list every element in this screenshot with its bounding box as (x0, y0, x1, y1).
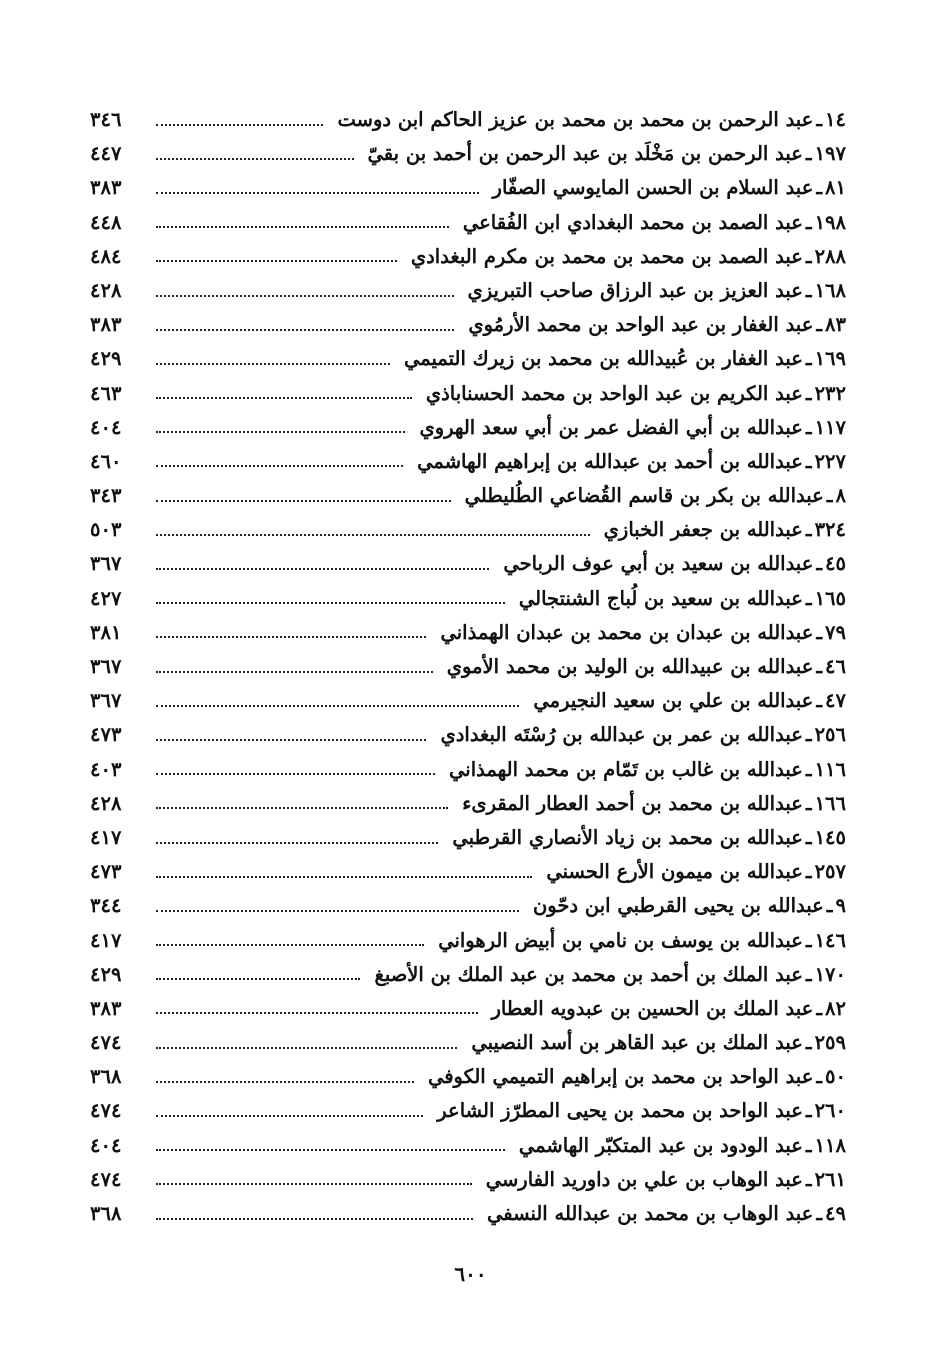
entry-separator: ـ (816, 655, 823, 678)
entry-number: ١٦٩ (814, 347, 846, 371)
entry-name: عبدالله بن جعفر الخبازي (603, 518, 803, 542)
dot-leader (156, 1011, 478, 1014)
entry-separator: ـ (805, 928, 812, 952)
entry-number: ٨١ (825, 176, 846, 200)
entry-separator: ـ (805, 415, 812, 439)
entry-number: ٤٧ (825, 689, 846, 713)
entry-number: ٢٥٩ (814, 1031, 846, 1055)
entry-number: ٣٢٤ (814, 518, 846, 542)
dot-leader (156, 772, 435, 775)
index-entry (90, 1197, 846, 1231)
dot-leader (156, 806, 448, 809)
entry-page-ref: ٣٨٣ (90, 176, 122, 200)
index-entry (90, 855, 846, 889)
index-entry (90, 377, 846, 411)
entry-number: ١٤ (825, 108, 846, 131)
dot-leader (156, 396, 412, 399)
dot-leader (156, 430, 405, 433)
index-entry (90, 513, 846, 547)
entry-page-ref: ٤٢٩ (90, 347, 122, 371)
index-entry (90, 821, 846, 855)
dot-leader (156, 1080, 414, 1083)
entry-page-ref: ٤٠٤ (90, 1133, 122, 1157)
index-entry (90, 1026, 846, 1060)
entry-separator: ـ (805, 962, 812, 986)
entry-separator: ـ (805, 1133, 812, 1157)
entry-separator: ـ (826, 894, 833, 918)
entry-number: ١٧٠ (814, 962, 846, 986)
index-entry (90, 718, 846, 752)
dot-leader (156, 601, 505, 604)
entry-number: ٤٥ (825, 552, 846, 576)
entry-page-ref: ٤٧٣ (90, 723, 122, 747)
dot-leader (156, 670, 433, 673)
entry-separator: ـ (805, 210, 812, 234)
entry-number: ٢٥٦ (814, 723, 846, 747)
entry-number: ٢٣٢ (814, 381, 846, 405)
entry-page-ref: ٣٤٦ (90, 108, 122, 131)
entry-name: عبد الكريم بن عبد الواحد بن محمد الحسناباذي (425, 381, 803, 405)
entry-name: عبد الودود بن عبد المتكبّر الهاشمي (518, 1133, 803, 1157)
entry-name: عبد السلام بن الحسن المايوسي الصفّار (492, 176, 814, 200)
entry-page-ref: ٤٦٠ (90, 449, 122, 473)
dot-leader (156, 294, 454, 297)
entry-name: عبدالله بن محمد بن زياد الأنصاري القرطبي (452, 825, 803, 849)
entry-separator: ـ (816, 689, 823, 713)
entry-separator: ـ (816, 620, 823, 644)
entry-separator: ـ (805, 1031, 812, 1055)
dot-leader (156, 738, 426, 741)
entry-separator: ـ (826, 484, 833, 508)
entry-page-ref: ٤٢٧ (90, 586, 122, 610)
dot-leader (156, 704, 519, 707)
entry-page-ref: ٤٧٤ (90, 1167, 122, 1191)
entry-page-ref: ٣٨٣ (90, 313, 122, 337)
entry-number: ٢٢٧ (814, 449, 846, 473)
entry-name: عبدالله بن يوسف بن نامي بن أبيض الرهواني (438, 928, 803, 952)
index-entry (90, 958, 846, 992)
entry-page-ref: ٤٨٤ (90, 244, 122, 268)
entry-name: عبدالله بن غالب بن تَمّام بن محمد الهمذاني (449, 757, 803, 781)
index-entry (90, 1060, 846, 1094)
dot-leader (156, 875, 532, 878)
entry-separator: ـ (805, 586, 812, 610)
entry-page-ref: ٤٧٣ (90, 860, 122, 884)
index-entry (90, 479, 846, 513)
entry-page-ref: ٣٤٤ (90, 894, 122, 918)
entry-number: ٢٦٠ (814, 1099, 846, 1123)
entry-separator: ـ (816, 313, 823, 337)
entry-name: عبدالله بن عبيدالله بن الوليد بن محمد الأموي (446, 655, 814, 678)
entry-number: ٢٥٧ (814, 860, 846, 884)
index-entry (90, 171, 846, 205)
entry-number: ٥٠ (825, 1065, 846, 1089)
index-entry (90, 411, 846, 445)
dot-leader (156, 191, 479, 194)
dot-leader (156, 259, 397, 262)
entry-number: ٨٣ (825, 313, 846, 337)
dot-leader (156, 157, 354, 160)
entry-name: عبد الغفار بن عبد الواحد بن محمد الأرمُوي (468, 313, 814, 337)
index-entry (90, 547, 846, 581)
entry-name: عبد الواحد بن محمد بن يحيى المطرّز الشاعر (437, 1099, 803, 1123)
entry-separator: ـ (816, 176, 823, 200)
entry-separator: ـ (805, 757, 812, 781)
dot-leader (156, 533, 590, 536)
index-entry (90, 240, 846, 274)
entry-page-ref: ٤٧٤ (90, 1031, 122, 1055)
dot-leader (156, 464, 403, 467)
entry-name: عبدالله بن سعيد بن أبي عوف الرباحي (503, 552, 814, 576)
dot-leader (156, 841, 438, 844)
index-entry (90, 137, 846, 171)
entry-number: ١٤٥ (814, 825, 846, 849)
index-entry (90, 992, 846, 1026)
entry-name: عبد الرحمن بن مَخْلَد بن عبد الرحمن بن أحمد بن بقيّ (367, 142, 803, 166)
entry-separator: ـ (805, 449, 812, 473)
entry-separator: ـ (805, 825, 812, 849)
entry-name: عبدالله بن عمر بن عبدالله بن رُسْتَه البغدادي (440, 723, 803, 747)
index-entry (90, 1163, 846, 1197)
entry-page-ref: ٣٦٨ (90, 1065, 122, 1089)
entry-name: عبدالله بن ميمون الأرع الحسني (546, 860, 803, 884)
entry-name: عبد الوهاب بن محمد بن عبدالله النسفي (486, 1202, 814, 1225)
entry-name: عبد العزيز بن عبد الرزاق صاحب التبريزي (467, 278, 803, 302)
entry-name: عبدالله بن عبدان بن محمد بن عبدان الهمذاني (440, 620, 814, 644)
entry-number: ٤٦ (825, 655, 846, 678)
entry-number: ٢٦١ (814, 1167, 846, 1191)
entry-page-ref: ٤٢٨ (90, 278, 122, 302)
entry-name: عبد الملك بن عبد القاهر بن أسد النصيبي (471, 1031, 803, 1055)
entry-page-ref: ٤٠٤ (90, 415, 122, 439)
index-entry (90, 1129, 846, 1163)
entry-number: ١١٨ (814, 1133, 846, 1157)
page-number: ٦٠٠ (454, 1262, 487, 1286)
entry-separator: ـ (805, 244, 812, 268)
entry-name: عبدالله بن أحمد بن عبدالله بن إبراهيم الهاشمي (417, 449, 803, 473)
entry-name: عبدالله بن علي بن سعيد النجيرمي (533, 689, 814, 713)
entry-page-ref: ٣٦٧ (90, 689, 122, 713)
entry-number: ١٦٦ (814, 791, 846, 815)
entry-page-ref: ٤١٧ (90, 825, 122, 849)
entry-number: ١٦٨ (814, 278, 846, 302)
entry-separator: ـ (805, 723, 812, 747)
entry-number: ٧٩ (825, 620, 846, 644)
index-entry (90, 753, 846, 787)
index-entry (90, 650, 846, 684)
entry-page-ref: ٣٦٧ (90, 655, 122, 678)
entry-name: عبد الرحمن بن محمد بن محمد بن عزيز الحاكم ابن دوست (337, 108, 814, 131)
dot-leader (156, 499, 451, 502)
dot-leader (156, 1148, 505, 1151)
dot-leader (156, 362, 390, 365)
entry-page-ref: ٣٦٨ (90, 1202, 122, 1225)
entry-number: ٤٩ (825, 1202, 846, 1225)
dot-leader (156, 123, 323, 126)
dot-leader (156, 943, 424, 946)
entry-number: ١٦٥ (814, 586, 846, 610)
dot-leader (156, 225, 449, 228)
entry-separator: ـ (816, 1065, 823, 1089)
index-entry (90, 1094, 846, 1128)
entry-page-ref: ٤٤٨ (90, 210, 122, 234)
entry-name: عبدالله بن سعيد بن لُباج الشنتجالي (518, 586, 803, 610)
entry-name: عبدالله بن محمد بن أحمد العطار المقرىء (462, 791, 803, 815)
index-entry (90, 787, 846, 821)
entry-separator: ـ (805, 278, 812, 302)
entry-separator: ـ (816, 108, 823, 131)
dot-leader (156, 1217, 473, 1220)
entry-page-ref: ٤٧٤ (90, 1099, 122, 1123)
entry-number: ١٩٧ (814, 142, 846, 166)
entry-page-ref: ٣٤٣ (90, 484, 122, 508)
entry-name: عبدالله بن أبي الفضل عمر بن أبي سعد الهروي (419, 415, 803, 439)
entry-name: عبد الملك بن الحسين بن عبدويه العطار (491, 996, 814, 1020)
entry-page-ref: ٤١٧ (90, 928, 122, 952)
entry-number: ٩ (835, 894, 846, 918)
entry-name: عبد الواحد بن محمد بن إبراهيم التميمي الكوفي (427, 1065, 814, 1089)
entry-number: ٨ (835, 484, 846, 508)
entry-name: عبد الصمد بن محمد بن محمد بن مكرم البغدادي (410, 244, 803, 268)
entry-name: عبد الوهاب بن علي بن داوريد الفارسي (485, 1167, 803, 1191)
entry-separator: ـ (805, 791, 812, 815)
entry-page-ref: ٣٦٧ (90, 552, 122, 576)
index-list (90, 103, 846, 1231)
entry-page-ref: ٤٢٩ (90, 962, 122, 986)
entry-separator: ـ (816, 996, 823, 1020)
entry-separator: ـ (805, 518, 812, 542)
dot-leader (156, 1114, 423, 1117)
dot-leader (156, 1046, 457, 1049)
entry-name: عبد الملك بن أحمد بن محمد بن عبد الملك بن الأصبغ (374, 962, 803, 986)
index-entry (90, 308, 846, 342)
entry-separator: ـ (805, 142, 812, 166)
index-entry (90, 889, 846, 923)
entry-page-ref: ٥٠٣ (90, 518, 122, 542)
dot-leader (156, 1182, 472, 1185)
entry-page-ref: ٤٤٧ (90, 142, 122, 166)
entry-number: ٨٢ (825, 996, 846, 1020)
dot-leader (156, 328, 454, 331)
entry-name: عبدالله بن بكر بن قاسم القُضاعي الطُليطلي (464, 484, 824, 508)
entry-page-ref: ٤٢٨ (90, 791, 122, 815)
entry-number: ١٩٨ (814, 210, 846, 234)
entry-name: عبد الصمد بن محمد البغدادي ابن الفُقاعي (462, 210, 803, 234)
entry-page-ref: ٣٨١ (90, 620, 122, 644)
entry-page-ref: ٣٨٣ (90, 996, 122, 1020)
index-entry (90, 206, 846, 240)
entry-separator: ـ (816, 1202, 823, 1225)
dot-leader (156, 977, 360, 980)
index-entry (90, 342, 846, 376)
entry-separator: ـ (816, 552, 823, 576)
index-entry (90, 445, 846, 479)
index-entry (90, 924, 846, 958)
entry-number: ١٤٦ (814, 928, 846, 952)
entry-separator: ـ (805, 860, 812, 884)
entry-separator: ـ (805, 1099, 812, 1123)
index-entry (90, 582, 846, 616)
entry-name: عبد الغفار بن عُبيدالله بن محمد بن زيرك التميمي (403, 347, 803, 371)
entry-page-ref: ٤٠٣ (90, 757, 122, 781)
index-entry (90, 616, 846, 650)
index-entry (90, 274, 846, 308)
entry-separator: ـ (805, 1167, 812, 1191)
entry-separator: ـ (805, 381, 812, 405)
dot-leader (156, 567, 489, 570)
dot-leader (156, 635, 426, 638)
entry-number: ١١٦ (814, 757, 846, 781)
index-entry (90, 684, 846, 718)
index-entry (90, 103, 846, 137)
entry-number: ١١٧ (814, 415, 846, 439)
dot-leader (156, 909, 519, 912)
entry-number: ٢٨٨ (814, 244, 846, 268)
entry-page-ref: ٤٦٣ (90, 381, 122, 405)
entry-separator: ـ (805, 347, 812, 371)
entry-name: عبدالله بن يحيى القرطبي ابن دحّون (532, 894, 824, 918)
